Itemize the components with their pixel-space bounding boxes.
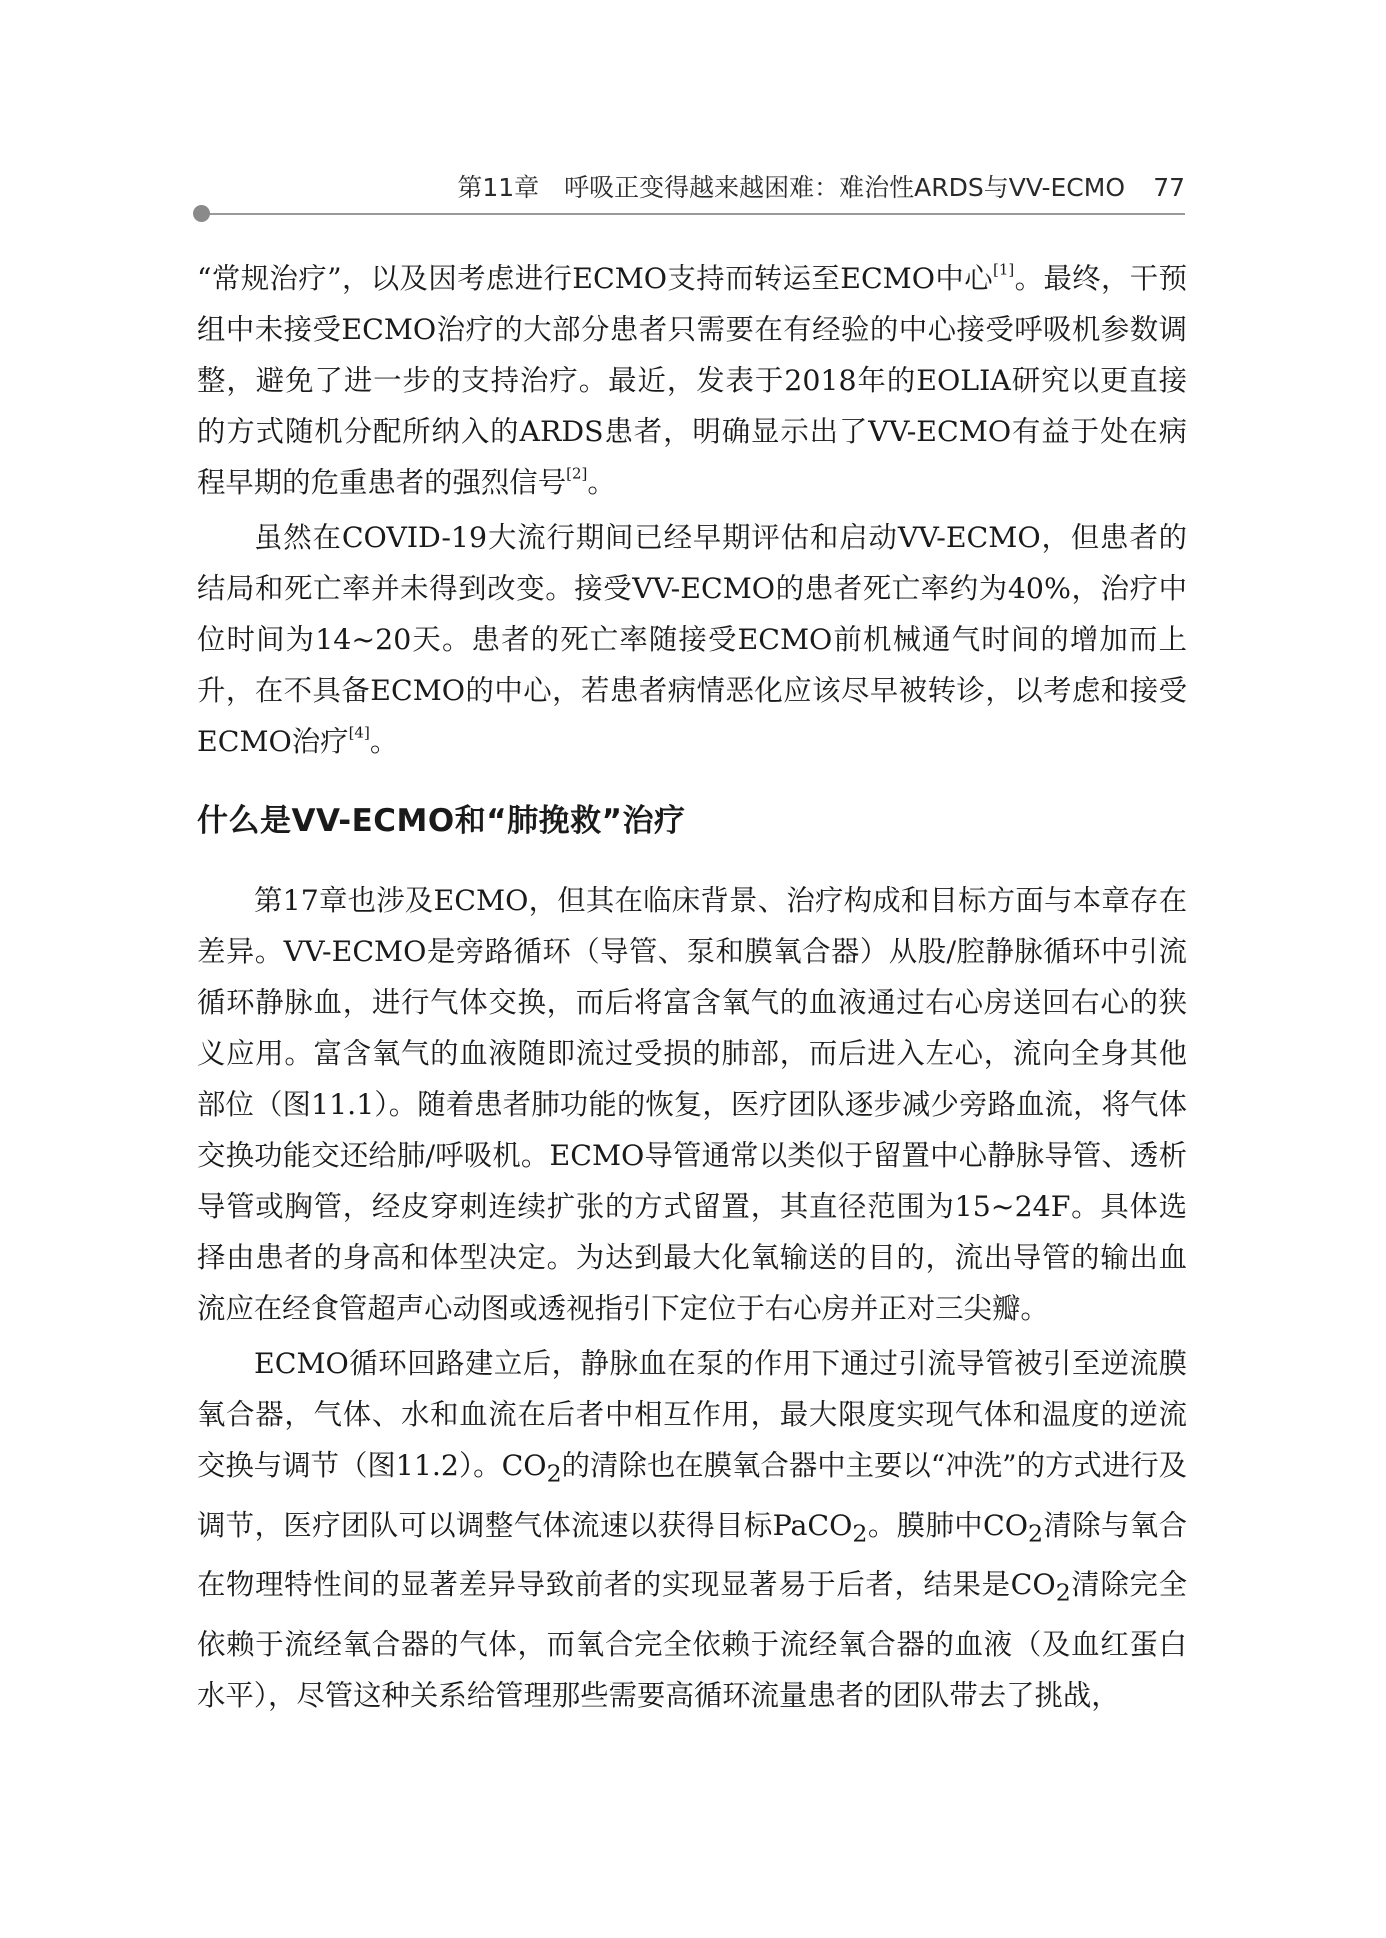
paragraph-4-text-b: 的清除也在膜氧合器中主要以“冲洗”的方式进行及调节，医疗团队可以调整气体流速以获得目标PaCO <box>197 1449 1188 1542</box>
paragraph-1-text-b: 。最终，干预组中未接受ECMO治疗的大部分患者只需要在有经验的中心接受呼吸机参数调整，避免了进一步的支持治疗。最近，发表于2018年的EOLIA研究以更直接的方式随机分配所纳入的ARDS患者，明确显示出了VV-ECMO有益于处在病程早期的危重患者的强烈信号 <box>197 262 1187 499</box>
paragraph-4-text-c: 。膜肺中CO <box>867 1508 1029 1542</box>
chapter-title: 第11章 呼吸正变得越来越困难：难治性ARDS与VV-ECMO <box>457 173 1125 202</box>
citation-ref-1: [1] <box>993 260 1015 279</box>
paragraph-2 <box>197 512 1187 767</box>
header-dot <box>193 205 210 222</box>
page-number: 77 <box>1153 173 1185 202</box>
paragraph-1 <box>197 253 1187 508</box>
paragraph-4-text-a: ECMO循环回路建立后，静脉血在泵的作用下通过引流导管被引至逆流膜氧合器，气体、水和血流在后者中相互作用，最大限度实现气体和温度的逆流交换与调节（图11.2）。CO <box>197 1347 1187 1482</box>
subscript-2: 2 <box>1028 1519 1044 1548</box>
paragraph-4 <box>197 1338 1187 1721</box>
paragraph-1-text-a: “常规治疗”，以及因考虑进行ECMO支持而转运至ECMO中心 <box>197 262 993 295</box>
running-header <box>199 168 1185 208</box>
paragraph-4-text-e: 清除完全依赖于流经氧合器的气体，而氧合完全依赖于流经氧合器的血液（及血红蛋白水平），尽管这种关系给管理那些需要高循环流量患者的团队带去了挑战， <box>197 1568 1187 1713</box>
subscript-2: 2 <box>1055 1579 1071 1608</box>
citation-ref-4: [4] <box>348 723 370 742</box>
citation-ref-2: [2] <box>566 464 588 483</box>
section-heading: 什么是VV-ECMO和“肺挽救”治疗 <box>197 803 686 839</box>
header-rule <box>206 213 1185 215</box>
paragraph-1-text-c: 。 <box>587 466 616 499</box>
subscript-2: 2 <box>852 1519 868 1548</box>
paragraph-4-text-d: 清除与氧合在物理特性间的显著差异导致前者的实现显著易于后者，结果是CO <box>197 1508 1187 1602</box>
paragraph-2-text-b: 。 <box>369 725 399 758</box>
paragraph-2-text-a: 虽然在COVID-19大流行期间已经早期评估和启动VV-ECMO，但患者的结局和死亡率并未得到改变。接受VV-ECMO的患者死亡率约为40%，治疗中位时间为14~20天。患者的死亡率随接受ECMO前机械通气时间的增加而上升，在不具备ECMO的中心，若患者病情恶化应该尽早被转诊，以考虑和接受ECMO治疗 <box>197 521 1187 758</box>
page-body <box>197 253 1187 1725</box>
subscript-2: 2 <box>546 1459 562 1488</box>
paragraph-3: 第17章也涉及ECMO，但其在临床背景、治疗构成和目标方面与本章存在差异。VV-ECMO是旁路循环（导管、泵和膜氧合器）从股/腔静脉循环中引流循环静脉血，进行气体交换，而后将富含氧气的血液通过右心房送回右心的狭义应用。富含氧气的血液随即流过受损的肺部，而后进入左心，流向全身其他部位（图11.1）。随着患者肺功能的恢复，医疗团队逐步减少旁路血流，将气体交换功能交还给肺/呼吸机。ECMO导管通常以类似于留置中心静脉导管、透析导管或胸管，经皮穿刺连续扩张的方式留置，其直径范围为15~24F。具体选择由患者的身高和体型决定。为达到最大化氧输送的目的，流出导管的输出血流应在经食管超声心动图或透视指引下定位于右心房并正对三尖瓣。 <box>197 884 1187 1325</box>
